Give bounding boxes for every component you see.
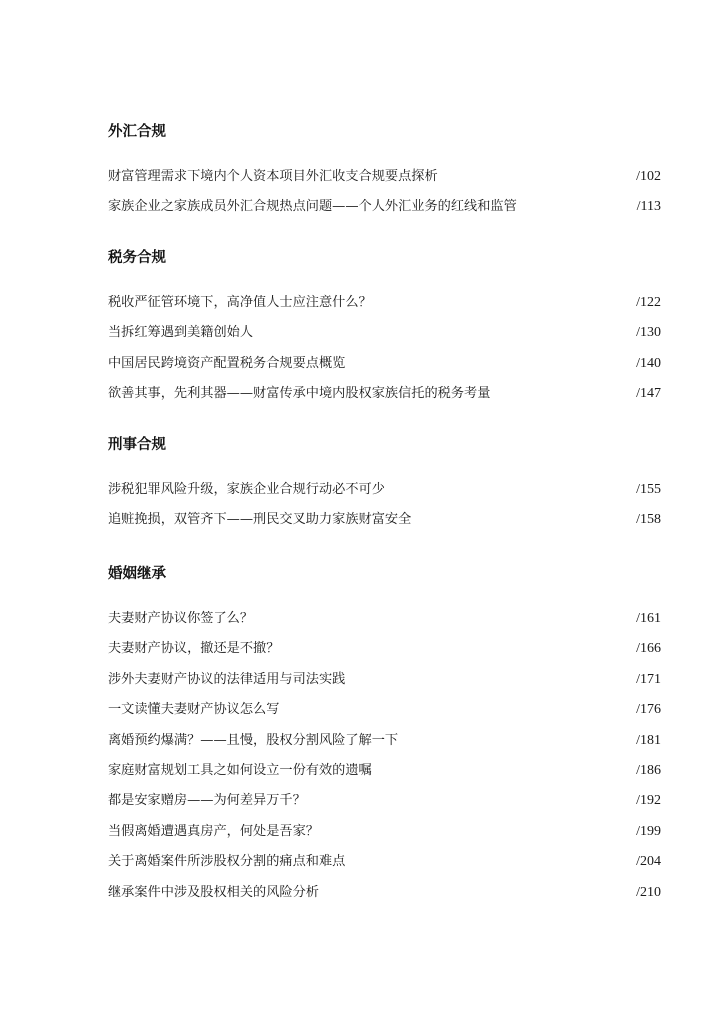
toc-entry[interactable]: [108, 318, 661, 348]
entry-title: 涉外夫妻财产协议的法律适用与司法实践: [108, 671, 346, 687]
entry-page-number: /210: [636, 884, 661, 900]
section-criminal-compliance: [108, 436, 661, 536]
toc-entry[interactable]: [108, 878, 661, 908]
entry-page-number: /161: [636, 611, 661, 626]
toc-entry[interactable]: [108, 665, 661, 695]
entry-title: 涉税犯罪风险升级，家族企业合规行动必不可少: [108, 482, 385, 497]
entry-title: 当假离婚遭遇真房产，何处是吾家？: [108, 823, 319, 839]
entry-title: 夫妻财产协议，撤还是不撤？: [108, 641, 280, 657]
entry-page-number: /199: [636, 823, 661, 839]
entry-page-number: /113: [636, 199, 661, 215]
entry-title: 税收严征管环境下，高净值人士应注意什么？: [108, 295, 372, 310]
entry-page-number: /102: [636, 169, 661, 184]
entry-title: 关于离婚案件所涉股权分割的痛点和难点: [108, 854, 346, 870]
entry-title: 财富管理需求下境内个人资本项目外汇收支合规要点探析: [108, 169, 438, 184]
entry-title: 家庭财富规划工具之如何设立一份有效的遗嘱: [108, 762, 372, 778]
toc-entry[interactable]: [108, 756, 661, 786]
toc-entry[interactable]: [108, 695, 661, 725]
entry-page-number: /204: [636, 854, 661, 870]
section-title: 外汇合规: [108, 124, 166, 140]
toc-entry[interactable]: [108, 379, 661, 409]
entry-page-number: /147: [636, 386, 661, 402]
entry-page-number: /186: [636, 762, 661, 778]
toc-entry[interactable]: [108, 162, 661, 192]
toc-entry[interactable]: [108, 726, 661, 756]
entry-title: 中国居民跨境资产配置税务合规要点概览: [108, 355, 346, 371]
toc-entry[interactable]: [108, 349, 661, 379]
entry-title: 离婚预约爆满？——且慢，股权分割风险了解一下: [108, 732, 399, 748]
entry-page-number: /155: [636, 482, 661, 497]
entry-title: 欲善其事，先利其器——财富传承中境内股权家族信托的税务考量: [108, 386, 491, 402]
toc-entry[interactable]: [108, 604, 661, 634]
toc-entry[interactable]: [108, 786, 661, 816]
section-tax-compliance: [108, 249, 661, 410]
entry-title: 追赃挽损，双管齐下——刑民交叉助力家族财富安全: [108, 512, 412, 528]
entry-list: [108, 162, 661, 223]
toc-entry[interactable]: [108, 505, 661, 535]
entry-title: 一文读懂夫妻财产协议怎么写: [108, 702, 280, 718]
toc-entry[interactable]: [108, 847, 661, 877]
toc-entry[interactable]: [108, 475, 661, 505]
toc-entry[interactable]: [108, 192, 661, 222]
toc-entry[interactable]: [108, 634, 661, 664]
entry-title: 继承案件中涉及股权相关的风险分析: [108, 884, 319, 900]
entry-title: 夫妻财产协议你签了么？: [108, 611, 254, 626]
entry-page-number: /122: [636, 295, 661, 310]
entry-title: 家族企业之家族成员外汇合规热点问题——个人外汇业务的红线和监管: [108, 199, 517, 215]
section-foreign-exchange-compliance: [108, 123, 661, 223]
entry-page-number: /140: [636, 355, 661, 371]
section-title: 婚姻继承: [108, 566, 166, 582]
entry-list: [108, 288, 661, 410]
toc-entry[interactable]: [108, 288, 661, 318]
entry-page-number: /192: [636, 793, 661, 809]
toc-entry[interactable]: [108, 817, 661, 847]
entry-list: [108, 604, 661, 908]
entry-page-number: /171: [636, 671, 661, 687]
section-title: 刑事合规: [108, 437, 166, 453]
entry-page-number: /158: [636, 512, 661, 528]
entry-title: 当拆红筹遇到美籍创始人: [108, 325, 254, 341]
entry-page-number: /181: [636, 732, 661, 748]
entry-page-number: /130: [636, 325, 661, 341]
entry-title: 都是安家赠房——为何差异万千？: [108, 793, 306, 809]
entry-page-number: /166: [636, 641, 661, 657]
section-title: 税务合规: [108, 250, 166, 266]
entry-list: [108, 475, 661, 536]
entry-page-number: /176: [636, 702, 661, 718]
section-marriage-inheritance: [108, 565, 661, 908]
